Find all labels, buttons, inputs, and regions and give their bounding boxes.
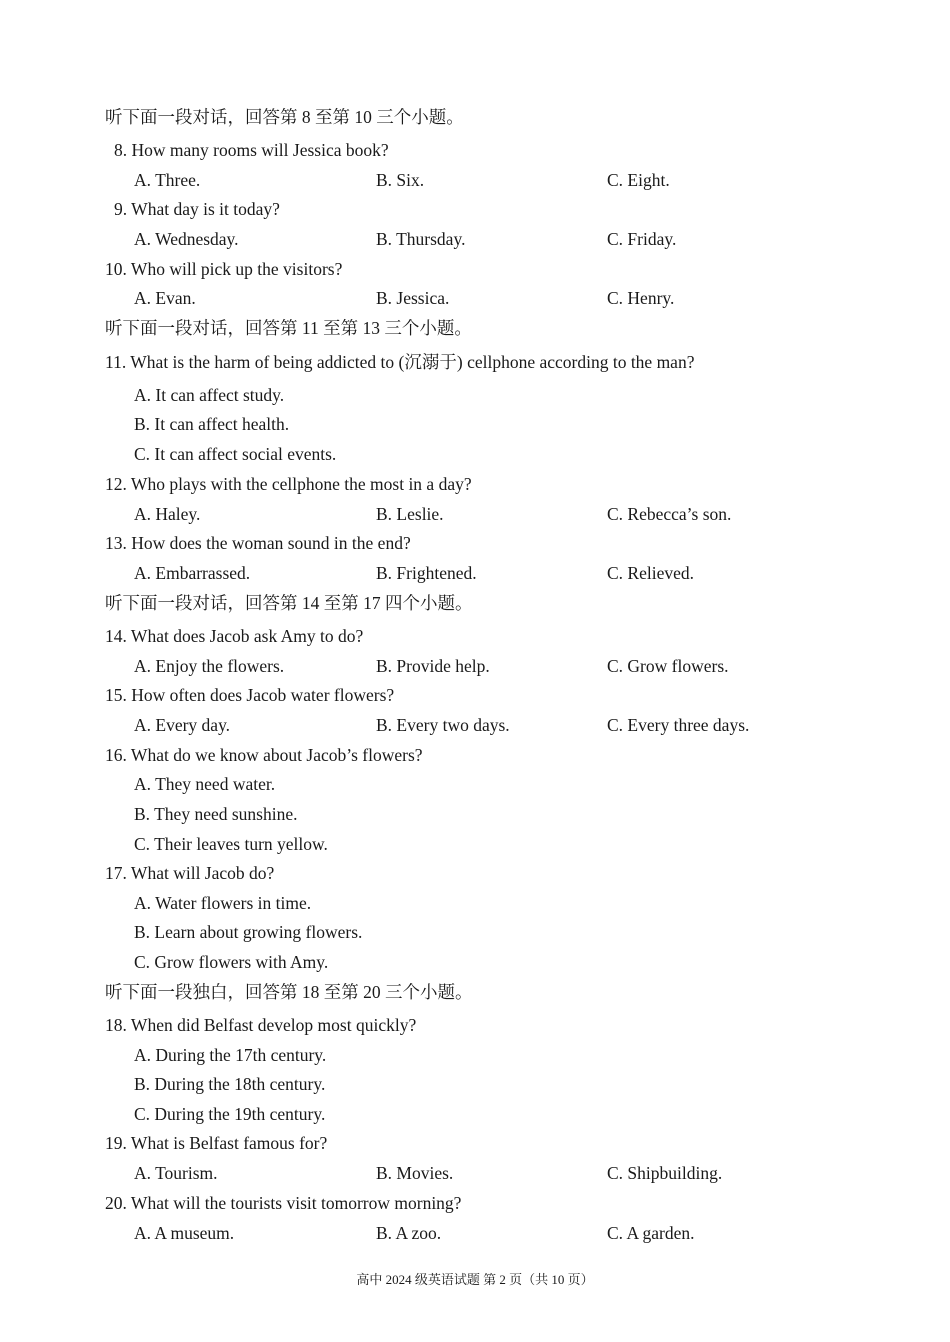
- option-c: C. Friday.: [607, 229, 677, 249]
- option-c: C. A garden.: [607, 1223, 695, 1243]
- option-c: C. Shipbuilding.: [607, 1163, 723, 1183]
- option-a: A. Evan.: [134, 288, 196, 308]
- option-a: A. It can affect study.: [134, 385, 285, 405]
- option-c: C. Relieved.: [607, 563, 694, 583]
- option-b: B. Movies.: [376, 1163, 454, 1183]
- question-stem: 14. What does Jacob ask Amy to do?: [105, 626, 364, 646]
- question-stem: 15. How often does Jacob water flowers?: [105, 685, 395, 705]
- option-c: C. Their leaves turn yellow.: [134, 834, 328, 854]
- question-stem: 16. What do we know about Jacob’s flowers?: [105, 745, 423, 765]
- option-c: C. Henry.: [607, 288, 675, 308]
- question-stem: 10. Who will pick up the visitors?: [105, 259, 343, 279]
- option-c: C. Eight.: [607, 170, 670, 190]
- section-heading: 听下面一段对话，回答第 11 至第 13 三个小题。: [105, 318, 472, 338]
- option-a: A. Enjoy the flowers.: [134, 656, 285, 676]
- option-b: B. Thursday.: [376, 229, 466, 249]
- question-stem: 12. Who plays with the cellphone the most in a day?: [105, 474, 472, 494]
- option-b: B. Six.: [376, 170, 425, 190]
- option-b: B. Provide help.: [376, 656, 490, 676]
- question-stem: 20. What will the tourists visit tomorrow morning?: [105, 1193, 462, 1213]
- page-footer: 高中 2024 级英语试题 第 2 页（共 10 页）: [356, 1272, 594, 1287]
- option-b: B. Jessica.: [376, 288, 450, 308]
- option-a: A. Tourism.: [134, 1163, 218, 1183]
- section-heading: 听下面一段独白，回答第 18 至第 20 三个小题。: [105, 982, 473, 1002]
- option-a: A. Haley.: [134, 504, 201, 524]
- question-stem: 8. How many rooms will Jessica book?: [114, 140, 389, 160]
- option-b: B. Leslie.: [376, 504, 444, 524]
- section-heading: 听下面一段对话，回答第 8 至第 10 三个小题。: [105, 107, 464, 127]
- section-heading: 听下面一段对话，回答第 14 至第 17 四个小题。: [105, 593, 473, 613]
- option-c: C. Grow flowers with Amy.: [134, 952, 329, 972]
- option-c: C. Grow flowers.: [607, 656, 729, 676]
- option-b: B. It can affect health.: [134, 414, 290, 434]
- option-b: B. Frightened.: [376, 563, 477, 583]
- question-stem: 19. What is Belfast famous for?: [105, 1133, 328, 1153]
- option-b: B. Every two days.: [376, 715, 510, 735]
- option-b: B. They need sunshine.: [134, 804, 298, 824]
- option-c: C. Rebecca’s son.: [607, 504, 732, 524]
- option-a: A. Every day.: [134, 715, 231, 735]
- option-a: A. Three.: [134, 170, 201, 190]
- option-a: A. Water flowers in time.: [134, 893, 312, 913]
- question-stem: 18. When did Belfast develop most quickly?: [105, 1015, 417, 1035]
- option-c: C. During the 19th century.: [134, 1104, 326, 1124]
- option-c: C. Every three days.: [607, 715, 750, 735]
- option-a: A. Wednesday.: [134, 229, 239, 249]
- question-stem: 11. What is the harm of being addicted to (沉溺于) cellphone according to the man?: [105, 352, 695, 372]
- option-a: A. They need water.: [134, 774, 276, 794]
- option-b: B. Learn about growing flowers.: [134, 922, 363, 942]
- option-a: A. A museum.: [134, 1223, 235, 1243]
- option-a: A. Embarrassed.: [134, 563, 251, 583]
- question-stem: 17. What will Jacob do?: [105, 863, 275, 883]
- option-b: B. During the 18th century.: [134, 1074, 326, 1094]
- question-stem: 13. How does the woman sound in the end?: [105, 533, 411, 553]
- option-a: A. During the 17th century.: [134, 1045, 327, 1065]
- question-stem: 9. What day is it today?: [114, 199, 280, 219]
- option-c: C. It can affect social events.: [134, 444, 337, 464]
- option-b: B. A zoo.: [376, 1223, 442, 1243]
